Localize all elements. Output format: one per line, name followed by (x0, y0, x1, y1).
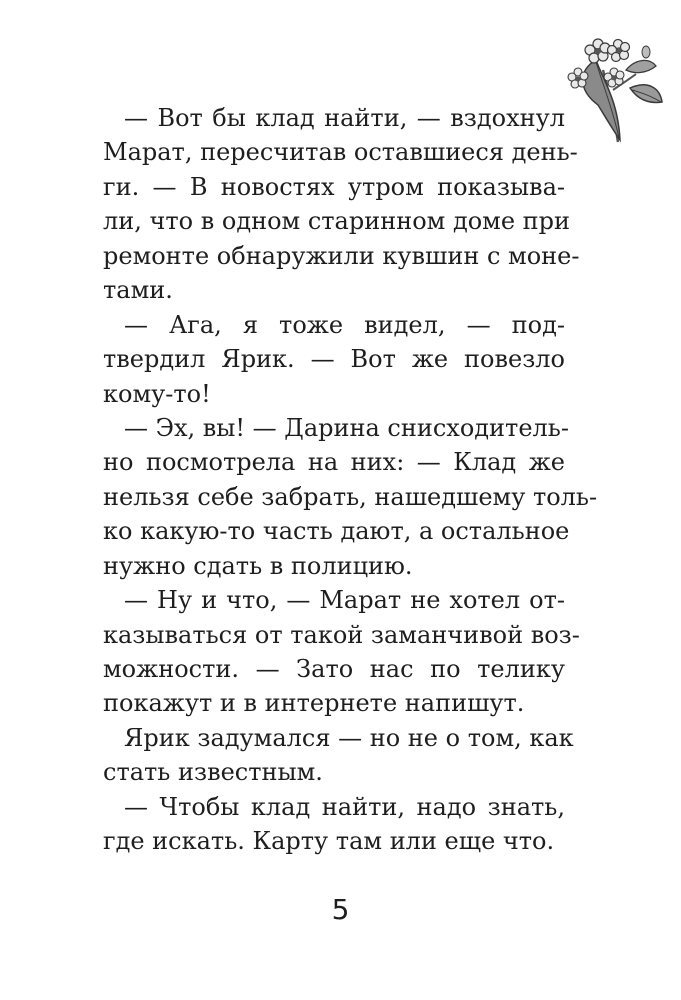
text-line: — Чтобы клад найти, надо знать, (124, 792, 565, 821)
text-line: кому-то! (103, 379, 211, 408)
text-line: но посмотрела на них: — Клад же (103, 448, 565, 477)
text-line: тами. (103, 276, 173, 305)
body-text (103, 101, 598, 859)
text-line: стать известным. (103, 758, 323, 787)
text-line: ко какую-то часть дают, а остальное (103, 517, 570, 546)
text-line: нужно сдать в полицию. (103, 551, 413, 580)
text-line: — Ну и что, — Марат не хотел от- (124, 586, 565, 615)
page-number: 5 (331, 893, 350, 926)
text-line: где искать. Карту там или еще что. (103, 827, 555, 856)
flower-sprig-icon (558, 30, 668, 145)
text-line: казываться от такой заманчивой воз- (103, 620, 580, 649)
text-line: Ярик задумался — но не о том, как (124, 723, 574, 752)
text-line: можности. — Зато нас по телику (103, 655, 565, 683)
text-line: Марат, пересчитав оставшиеся день- (103, 138, 578, 167)
text-line: — Эх, вы! — Дарина снисходитель- (124, 413, 569, 442)
text-line: ли, что в одном старинном доме при (103, 207, 571, 236)
text-line: твердил Ярик. — Вот же повезло (103, 345, 565, 374)
text-line: ремонте обнаружили кувшин с моне- (103, 241, 580, 270)
text-line: нельзя себе забрать, нашедшему толь- (103, 482, 598, 511)
text-line: — Вот бы клад найти, — вздохнул (124, 104, 565, 132)
text-line: ги. — В новостях утром показыва- (103, 172, 565, 201)
text-line: — Ага, я тоже видел, — под- (124, 310, 565, 339)
text-line: покажут и в интернете напишут. (103, 689, 525, 718)
